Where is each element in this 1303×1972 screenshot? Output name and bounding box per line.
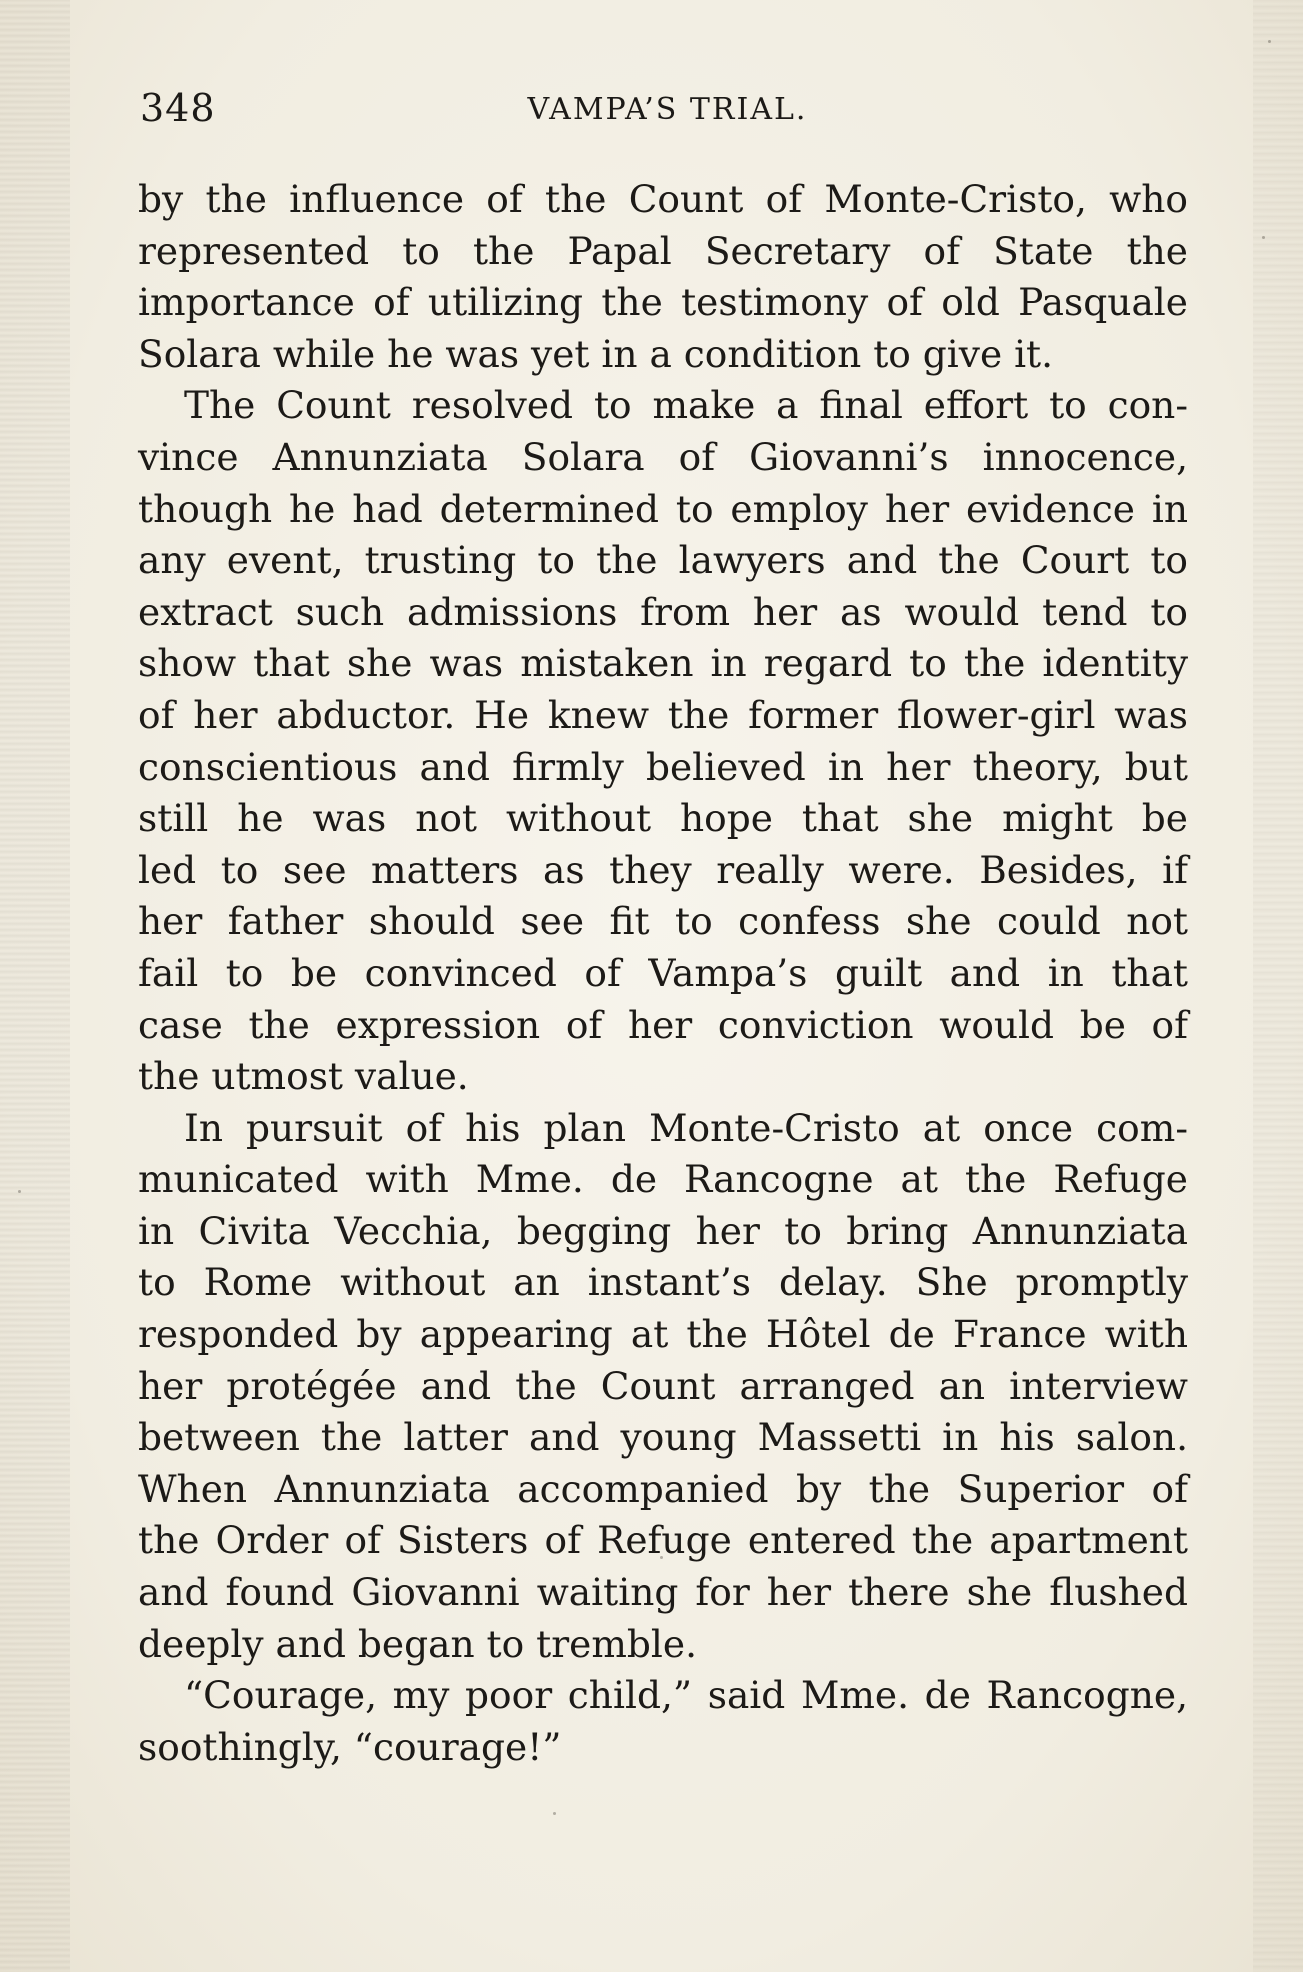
page-edge-right <box>1253 0 1303 1972</box>
paragraph <box>138 1103 1188 1671</box>
text-line: led to see matters as they really were. Besides, if <box>138 847 1188 892</box>
page-edge-left <box>0 0 70 1972</box>
text-line: responded by appearing at the Hôtel de France with <box>138 1312 1188 1357</box>
text-line: conscientious and firmly believed in her theory, but <box>138 744 1188 789</box>
paragraph <box>138 174 1188 380</box>
text-line: represented to the Papal Secretary of State the <box>138 228 1188 273</box>
text-line: “Courage, my poor child,” said Mme. de Rancogne, <box>184 1673 1188 1718</box>
paragraph <box>138 380 1188 1102</box>
running-head-title: VAMPA’S TRIAL. <box>527 92 808 127</box>
text-line: importance of utilizing the testimony of old Pasquale <box>138 280 1188 325</box>
paper-speck <box>660 1556 663 1559</box>
text-line: still he was not without hope that she might be <box>138 796 1188 841</box>
page-number: 348 <box>140 86 216 130</box>
text-line: fail to be convinced of Vampa’s guilt and in that <box>138 950 1188 995</box>
text-line: by the influence of the Count of Monte-Cristo, who <box>138 177 1188 221</box>
text-line: soothingly, “courage!” <box>138 1724 562 1769</box>
text-line: of her abductor. He knew the former flower-girl was <box>138 692 1188 737</box>
paper-speck <box>1268 40 1271 43</box>
text-line: to Rome without an instant’s delay. She promptly <box>138 1260 1188 1305</box>
text-line: Solara while he was yet in a condition to give it. <box>138 331 1054 376</box>
text-line: municated with Mme. de Rancogne at the Refuge <box>138 1157 1188 1202</box>
text-line: vince Annunziata Solara of Giovanni’s innocence, <box>138 434 1188 479</box>
text-line: show that she was mistaken in regard to the identity <box>138 641 1188 686</box>
text-line: deeply and began to tremble. <box>138 1621 697 1666</box>
text-line: the Order of Sisters of Refuge entered the apartment <box>138 1518 1188 1563</box>
text-line: her protégée and the Count arranged an interview <box>138 1363 1188 1408</box>
text-line: the utmost value. <box>138 1054 469 1099</box>
text-line: though he had determined to employ her evidence in <box>138 486 1188 531</box>
paper-speck <box>1262 236 1265 239</box>
text-line: in Civita Vecchia, begging her to bring Annunziata <box>138 1208 1188 1253</box>
text-line: and found Giovanni waiting for her there she flushed <box>138 1570 1188 1615</box>
text-line: The Count resolved to make a final effort to con- <box>184 383 1188 428</box>
paper-speck <box>553 1812 556 1815</box>
text-line: extract such admissions from her as would tend to <box>138 589 1188 634</box>
paper-speck <box>18 1190 21 1193</box>
running-head <box>140 86 1195 146</box>
paragraph <box>138 1670 1188 1773</box>
text-line: case the expression of her conviction would be of <box>138 1002 1188 1047</box>
body-text <box>138 174 1188 1773</box>
text-line: between the latter and young Massetti in his salon. <box>138 1415 1188 1460</box>
text-line: In pursuit of his plan Monte-Cristo at once com- <box>184 1105 1188 1150</box>
text-line: her father should see fit to confess she could not <box>138 899 1188 944</box>
text-line: When Annunziata accompanied by the Superior of <box>138 1466 1188 1511</box>
text-line: any event, trusting to the lawyers and the Court to <box>138 538 1188 583</box>
